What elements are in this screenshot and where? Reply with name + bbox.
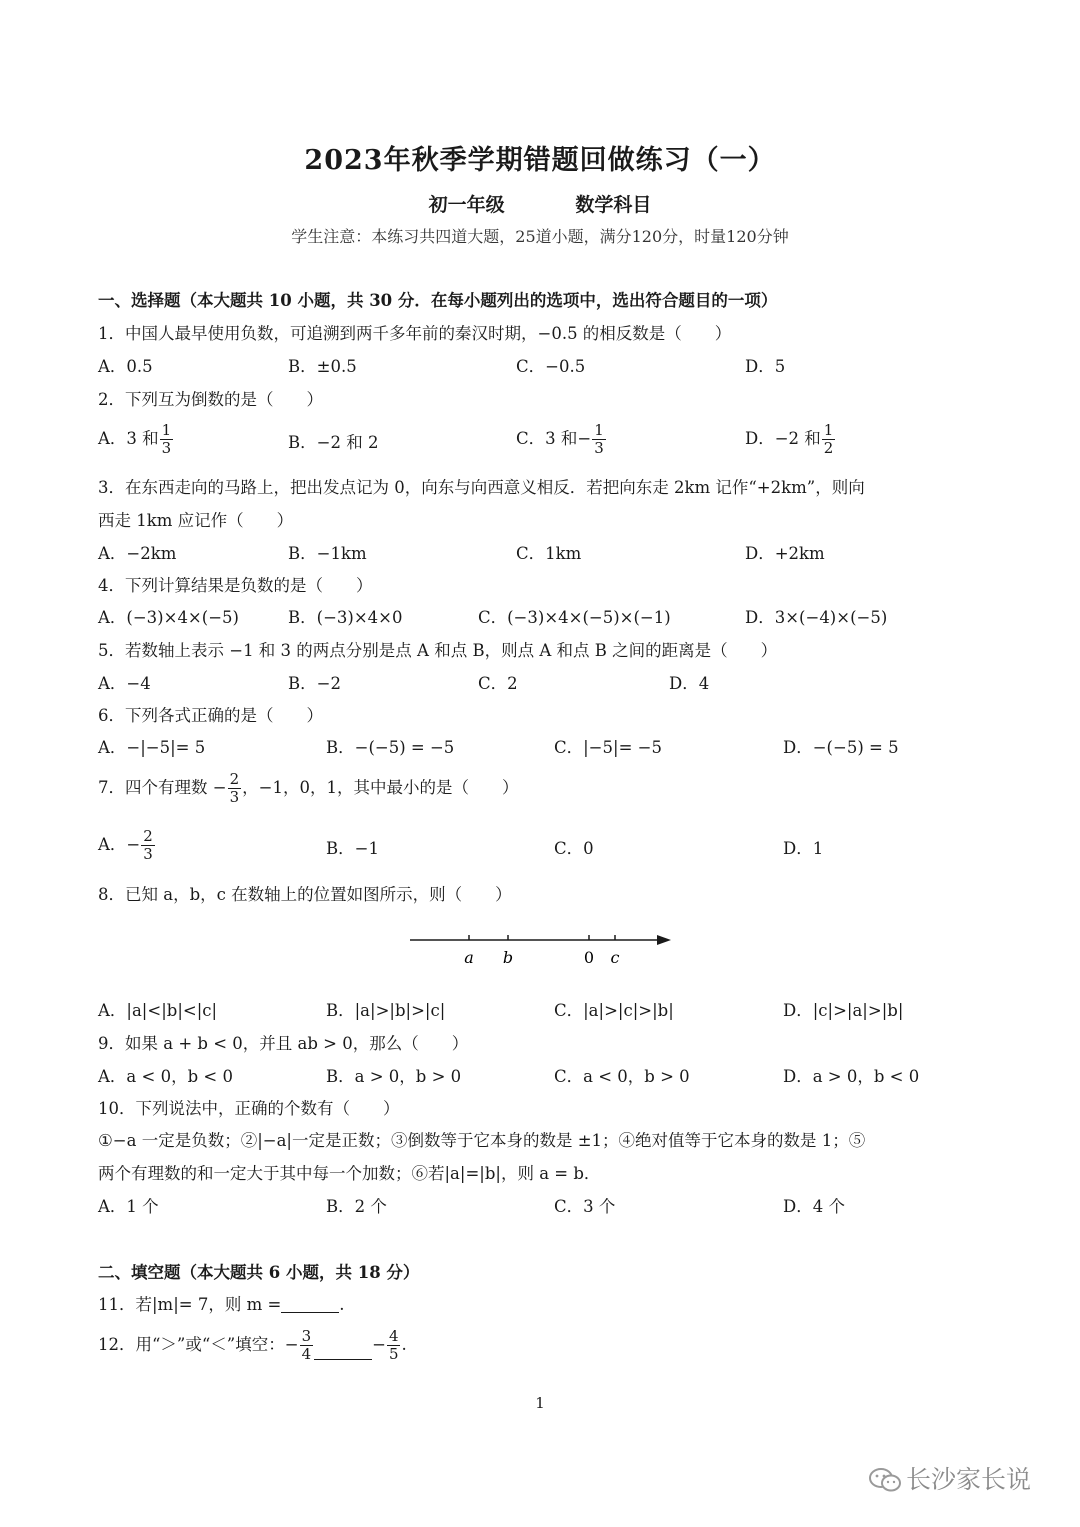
q1-option-a: A．0.5 bbox=[98, 357, 153, 376]
fraction: $\frac{1}{2}$ bbox=[823, 421, 834, 457]
q10-stem: 10．下列说法中，正确的个数有（ ） bbox=[98, 1099, 400, 1118]
q4-option-c: C．(−3)×4×(−5)×(−1) bbox=[478, 608, 671, 627]
q2-option-a: A．3 和 $\frac{1}{3}$ bbox=[98, 421, 172, 457]
section-1-heading: 一、选择题（本大题共 10 小题，共 30 分．在每小题列出的选项中，选出符合题目的一项） bbox=[98, 291, 778, 310]
q10-option-d: D．4 个 bbox=[783, 1197, 845, 1216]
q2-option-d: D．−2 和 $\frac{1}{2}$ bbox=[745, 421, 834, 457]
q5-option-a: A．−4 bbox=[98, 674, 151, 693]
answer-blank bbox=[281, 1312, 339, 1313]
q9-option-a: A．a < 0，b < 0 bbox=[98, 1067, 233, 1086]
axis-arrow bbox=[657, 935, 671, 945]
fraction: $\frac{3}{4}$ bbox=[301, 1327, 312, 1363]
page-number: 1 bbox=[535, 1394, 545, 1412]
axis-label-b: b bbox=[502, 948, 514, 967]
q11-stem: 11．若|m|= 7，则 m = . bbox=[98, 1295, 345, 1314]
q2-stem: 2．下列互为倒数的是（ ） bbox=[98, 390, 323, 409]
grade-label: 初一年级 bbox=[428, 194, 505, 216]
q10-option-a: A．1 个 bbox=[98, 1197, 159, 1216]
q12-stem: 12．用“＞”或“＜”填空：− $\frac{3}{4}$ − $\frac{4}{5}$ . bbox=[98, 1327, 407, 1363]
watermark bbox=[868, 1460, 1031, 1496]
q10-option-b: B．2 个 bbox=[326, 1197, 387, 1216]
subtitle bbox=[0, 190, 1080, 217]
answer-blank bbox=[314, 1359, 372, 1360]
q9-option-b: B．a > 0，b > 0 bbox=[326, 1067, 462, 1086]
q3-option-b: B．−1km bbox=[288, 544, 367, 563]
q6-option-a: A．−|−5|= 5 bbox=[98, 738, 206, 757]
q6-option-b: B．−(−5) = −5 bbox=[326, 738, 455, 757]
q7-option-a: A．− $\frac{2}{3}$ bbox=[98, 827, 153, 863]
q3-option-c: C．1km bbox=[516, 544, 582, 563]
q7-option-c: C．0 bbox=[554, 839, 594, 858]
fraction: $\frac{2}{3}$ bbox=[143, 827, 153, 863]
q8-option-d: D．|c|>|a|>|b| bbox=[783, 1001, 904, 1020]
q9-option-c: C．a < 0，b > 0 bbox=[554, 1067, 690, 1086]
q1-option-b: B．±0.5 bbox=[288, 357, 357, 376]
q7-option-b: B．−1 bbox=[326, 839, 379, 858]
q8-option-a: A．|a|<|b|<|c| bbox=[98, 1001, 218, 1020]
q8-option-b: B．|a|>|b|>|c| bbox=[326, 1001, 446, 1020]
q5-option-d: D．4 bbox=[669, 674, 710, 693]
q6-stem: 6．下列各式正确的是（ ） bbox=[98, 706, 323, 725]
q5-option-c: C．2 bbox=[478, 674, 518, 693]
q4-stem: 4．下列计算结果是负数的是（ ） bbox=[98, 576, 373, 595]
q3-stem-line2: 西走 1km 应记作（ ） bbox=[98, 511, 294, 530]
page-title: 2023年秋季学期错题回做练习（一） bbox=[304, 145, 776, 176]
q5-stem: 5．若数轴上表示 −1 和 3 的两点分别是点 A 和点 B，则点 A 和点 B 之间的距离是（ ） bbox=[98, 641, 778, 660]
axis-label-c: c bbox=[610, 948, 620, 967]
q3-option-d: D．+2km bbox=[745, 544, 825, 563]
q1-option-c: C．−0.5 bbox=[516, 357, 586, 376]
q5-option-b: B．−2 bbox=[288, 674, 341, 693]
student-notice: 学生注意：本练习共四道大题，25道小题，满分120分，时量120分钟 bbox=[291, 227, 789, 246]
q7-option-d: D．1 bbox=[783, 839, 824, 858]
q10-option-c: C．3 个 bbox=[554, 1197, 616, 1216]
axis-label-zero: 0 bbox=[583, 948, 595, 967]
q1-stem: 1．中国人最早使用负数，可追溯到两千多年前的秦汉时期，−0.5 的相反数是（ ） bbox=[98, 324, 732, 343]
fraction: $\frac{1}{3}$ bbox=[594, 421, 604, 457]
q7-stem: 7．四个有理数 − $\frac{2}{3}$ ，−1，0，1，其中最小的是（ ） bbox=[98, 770, 519, 806]
q2-option-c: C．3 和− $\frac{1}{3}$ bbox=[516, 421, 604, 457]
number-line-figure bbox=[405, 925, 685, 975]
q10-statements-line1: ①−a 一定是负数；②|−a|一定是正数；③倒数等于它本身的数是 ±1；④绝对值等于它本身的数是 1；⑤ bbox=[98, 1131, 866, 1150]
q3-stem-line1: 3．在东西走向的马路上，把出发点记为 0，向东与向西意义相反．若把向东走 2km 记作“+2km”，则向 bbox=[98, 478, 865, 497]
q6-option-c: C．|−5|= −5 bbox=[554, 738, 662, 757]
q1-option-d: D．5 bbox=[745, 357, 786, 376]
q4-option-d: D．3×(−4)×(−5) bbox=[745, 608, 888, 627]
axis-label-a: a bbox=[464, 948, 474, 967]
q3-option-a: A．−2km bbox=[98, 544, 177, 563]
fraction: $\frac{1}{3}$ bbox=[161, 421, 172, 457]
q8-option-c: C．|a|>|c|>|b| bbox=[554, 1001, 674, 1020]
q9-stem: 9．如果 a + b < 0，并且 ab > 0，那么（ ） bbox=[98, 1034, 469, 1053]
wechat-icon bbox=[868, 1466, 902, 1494]
watermark-text: 长沙家长说 bbox=[906, 1465, 1032, 1494]
q6-option-d: D．−(−5) = 5 bbox=[783, 738, 899, 757]
fraction: $\frac{2}{3}$ bbox=[229, 770, 240, 806]
q4-option-a: A．(−3)×4×(−5) bbox=[98, 608, 239, 627]
q10-statements-line2: 两个有理数的和一定大于其中每一个加数；⑥若|a|=|b|，则 a = b． bbox=[98, 1164, 601, 1183]
q9-option-d: D．a > 0，b < 0 bbox=[783, 1067, 920, 1086]
section-2-heading: 二、填空题（本大题共 6 小题，共 18 分） bbox=[98, 1263, 420, 1282]
fraction: $\frac{4}{5}$ bbox=[388, 1327, 399, 1363]
q2-option-b: B．−2 和 2 bbox=[288, 433, 379, 452]
q8-stem: 8．已知 a，b，c 在数轴上的位置如图所示，则（ ） bbox=[98, 885, 512, 904]
q4-option-b: B．(−3)×4×0 bbox=[288, 608, 403, 627]
subject-label: 数学科目 bbox=[575, 194, 652, 216]
